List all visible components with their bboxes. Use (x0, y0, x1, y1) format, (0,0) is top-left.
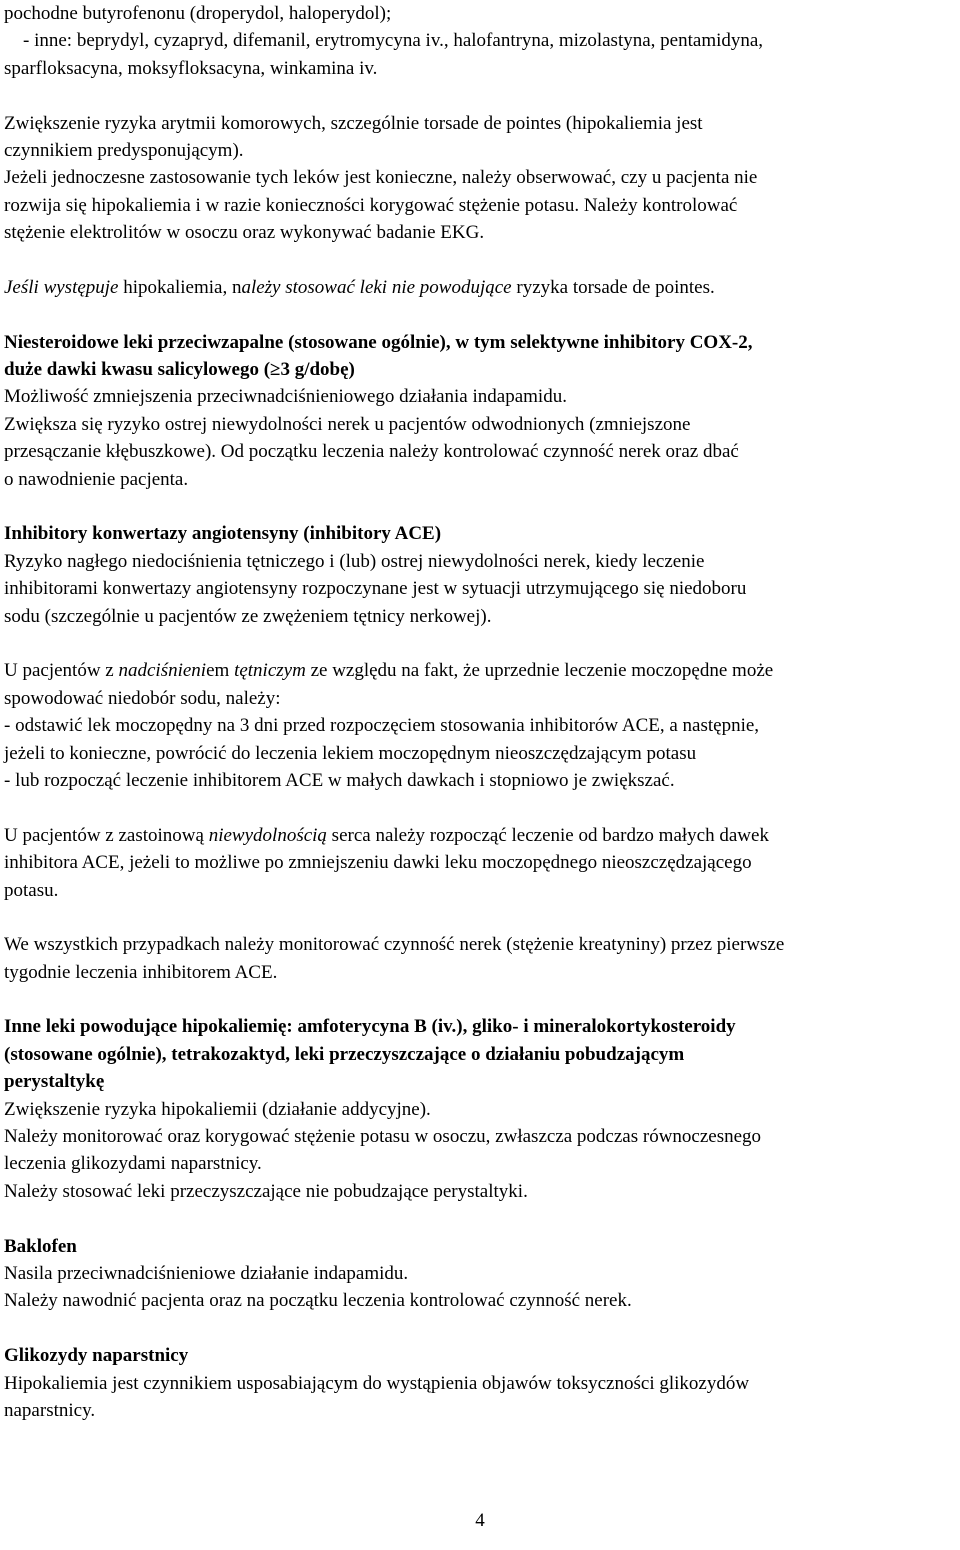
text-line (4, 1041, 954, 1068)
text-line (4, 411, 954, 438)
bold-text: (stosowane ogólnie), tetrakozaktyd, leki przeczyszczające o działaniu pobudzającym (4, 1043, 685, 1065)
italic-text: Jeśli występuje (4, 276, 119, 298)
paragraph (4, 822, 954, 904)
text-run: naparstnicy. (4, 1399, 96, 1421)
text-run: Nasila przeciwnadciśnieniowe działanie indapamidu. (4, 1262, 409, 1284)
text-run: em (206, 660, 235, 682)
text-line (4, 1096, 954, 1123)
text-run: - inne: beprydyl, cyzapryd, difemanil, erytromycyna iv., halofantryna, mizolastyna, pentamidyna, (4, 30, 764, 52)
paragraph-gap (4, 904, 954, 931)
text-line (4, 877, 954, 904)
text-run: Możliwość zmniejszenia przeciwnadciśnieniowego działania indapamidu. (4, 386, 567, 408)
text-line (4, 164, 954, 191)
text-line (4, 1123, 954, 1150)
text-line (4, 548, 954, 575)
text-run: Zwiększa się ryzyko ostrej niewydolności nerek u pacjentów odwodnionych (zmniejszone (4, 413, 691, 435)
text-run: ryzyka torsade de pointes. (511, 276, 715, 298)
text-line (4, 1150, 954, 1177)
paragraph-gap (4, 1315, 954, 1342)
text-run: Należy stosować leki przeczyszczające nie pobudzające perystaltyki. (4, 1180, 528, 1202)
text-line (4, 740, 954, 767)
text-line (4, 1287, 954, 1314)
text-run: stężenie elektrolitów w osoczu oraz wykonywać badanie EKG. (4, 222, 485, 244)
text-line (4, 822, 954, 849)
text-run: sodu (szczególnie u pacjentów ze zwężeniem tętnicy nerkowej). (4, 605, 492, 627)
text-line (4, 466, 954, 493)
text-line (4, 520, 954, 547)
text-line (4, 356, 954, 383)
paragraph-gap (4, 247, 954, 274)
text-line (4, 0, 954, 27)
text-line (4, 575, 954, 602)
paragraph (4, 657, 954, 794)
paragraph (4, 1233, 954, 1315)
paragraph (4, 274, 954, 301)
text-run: spowodować niedobór sodu, należy: (4, 687, 281, 709)
bold-text: Baklofen (4, 1235, 77, 1257)
paragraph (4, 0, 954, 82)
bold-text: Inne leki powodujące hipokaliemię: amfoterycyna B (iv.), gliko- i mineralokortykosteroidy (4, 1016, 736, 1038)
text-line (4, 959, 954, 986)
bold-text: duże dawki kwasu salicylowego (≥3 g/dobę) (4, 359, 355, 381)
paragraph-gap (4, 301, 954, 328)
page-number: 4 (475, 1510, 485, 1531)
text-line (4, 767, 954, 794)
text-line (4, 137, 954, 164)
text-run: rozwija się hipokaliemia i w razie konieczności korygować stężenie potasu. Należy kontrolować (4, 194, 738, 216)
text-run: inhibitorami konwertazy angiotensyny rozpoczynane jest w sytuacji utrzymującego się niedoboru (4, 578, 747, 600)
paragraph-gap (4, 986, 954, 1013)
text-line (4, 685, 954, 712)
paragraph-gap (4, 630, 954, 657)
text-run: Zwiększenie ryzyka arytmii komorowych, szczególnie torsade de pointes (hipokaliemia jest (4, 112, 703, 134)
text-line (4, 1397, 954, 1424)
text-line (4, 1370, 954, 1397)
text-line (4, 603, 954, 630)
text-line (4, 1178, 954, 1205)
italic-text: niewydolnością (208, 824, 327, 846)
text-run: Hipokaliemia jest czynnikiem usposabiającym do wystąpienia objawów toksyczności glikozydów (4, 1372, 750, 1394)
text-run: ze względu na fakt, że uprzednie leczenie moczopędne może (305, 660, 774, 682)
text-run: Zwiększenie ryzyka hipokaliemii (działanie addycyjne). (4, 1098, 431, 1120)
text-run: inhibitora ACE, jeżeli to możliwe po zmniejszeniu dawki leku moczopędnego nieoszczędzającego (4, 852, 752, 874)
text-line (4, 657, 954, 684)
text-line (4, 110, 954, 137)
text-run: Jeżeli jednoczesne zastosowanie tych leków jest konieczne, należy obserwować, czy u pacjenta nie (4, 167, 758, 189)
text-line (4, 329, 954, 356)
text-run: o nawodnienie pacjenta. (4, 468, 189, 490)
text-run: tygodnie leczenia inhibitorem ACE. (4, 961, 278, 983)
paragraph (4, 520, 954, 630)
text-run: Należy monitorować oraz korygować stężenie potasu w osoczu, zwłaszcza podczas równoczesnego (4, 1126, 762, 1148)
text-run: leczenia glikozydami naparstnicy. (4, 1153, 262, 1175)
text-run: U pacjentów z (4, 660, 119, 682)
text-line (4, 712, 954, 739)
text-line (4, 383, 954, 410)
text-line (4, 192, 954, 219)
bold-text: Glikozydy naparstnicy (4, 1345, 189, 1367)
text-run: U pacjentów z zastoinową (4, 824, 209, 846)
text-line (4, 1233, 954, 1260)
text-run: czynnikiem predysponującym). (4, 139, 244, 161)
italic-text: nadciśnieni (118, 660, 207, 682)
paragraph-gap (4, 82, 954, 109)
text-run: jeżeli to konieczne, powrócić do leczenia lekiem moczopędnym nieoszczędzającym potasu (4, 742, 697, 764)
bold-text: Niesteroidowe leki przeciwzapalne (stosowane ogólnie), w tym selektywne inhibitory COX-2, (4, 331, 753, 353)
paragraph-gap (4, 493, 954, 520)
text-run: Należy nawodnić pacjenta oraz na początku leczenia kontrolować czynność nerek. (4, 1290, 632, 1312)
paragraph (4, 1342, 954, 1424)
text-line (4, 1260, 954, 1287)
text-line (4, 55, 954, 82)
text-line (4, 1013, 954, 1040)
paragraph (4, 1013, 954, 1205)
paragraph-gap (4, 1205, 954, 1232)
text-run: We wszystkich przypadkach należy monitorować czynność nerek (stężenie kreatyniny) przez pierwsze (4, 934, 785, 956)
text-run: sparfloksacyna, moksyfloksacyna, winkamina iv. (4, 57, 378, 79)
text-run: - lub rozpocząć leczenie inhibitorem ACE w małych dawkach i stopniowo je zwiększać. (4, 769, 675, 791)
italic-text: tętniczym (234, 660, 306, 682)
text-line (4, 438, 954, 465)
document-body (4, 0, 954, 1424)
text-line (4, 27, 954, 54)
text-line (4, 1068, 954, 1095)
text-run: pochodne butyrofenonu (droperydol, haloperydol); (4, 3, 392, 24)
italic-text: ależy stosować leki nie powodujące (241, 276, 512, 298)
bold-text: perystaltykę (4, 1071, 105, 1093)
text-line (4, 219, 954, 246)
text-line (4, 1342, 954, 1369)
text-run: hipokaliemia, n (118, 276, 242, 298)
text-run: potasu. (4, 879, 59, 901)
bold-text: Inhibitory konwertazy angiotensyny (inhibitory ACE) (4, 523, 442, 545)
text-line (4, 931, 954, 958)
paragraph-gap (4, 794, 954, 821)
text-run: - odstawić lek moczopędny na 3 dni przed rozpoczęciem stosowania inhibitorów ACE, a następnie, (4, 715, 760, 737)
text-run: serca należy rozpocząć leczenie od bardzo małych dawek (326, 824, 769, 846)
text-run: Ryzyko nagłego niedociśnienia tętniczego i (lub) ostrej niewydolności nerek, kiedy leczenie (4, 550, 705, 572)
text-line (4, 274, 954, 301)
text-line (4, 849, 954, 876)
paragraph (4, 110, 954, 247)
paragraph (4, 931, 954, 986)
paragraph (4, 329, 954, 493)
text-run: przesączanie kłębuszkowe). Od początku leczenia należy kontrolować czynność nerek oraz dbać (4, 441, 739, 463)
